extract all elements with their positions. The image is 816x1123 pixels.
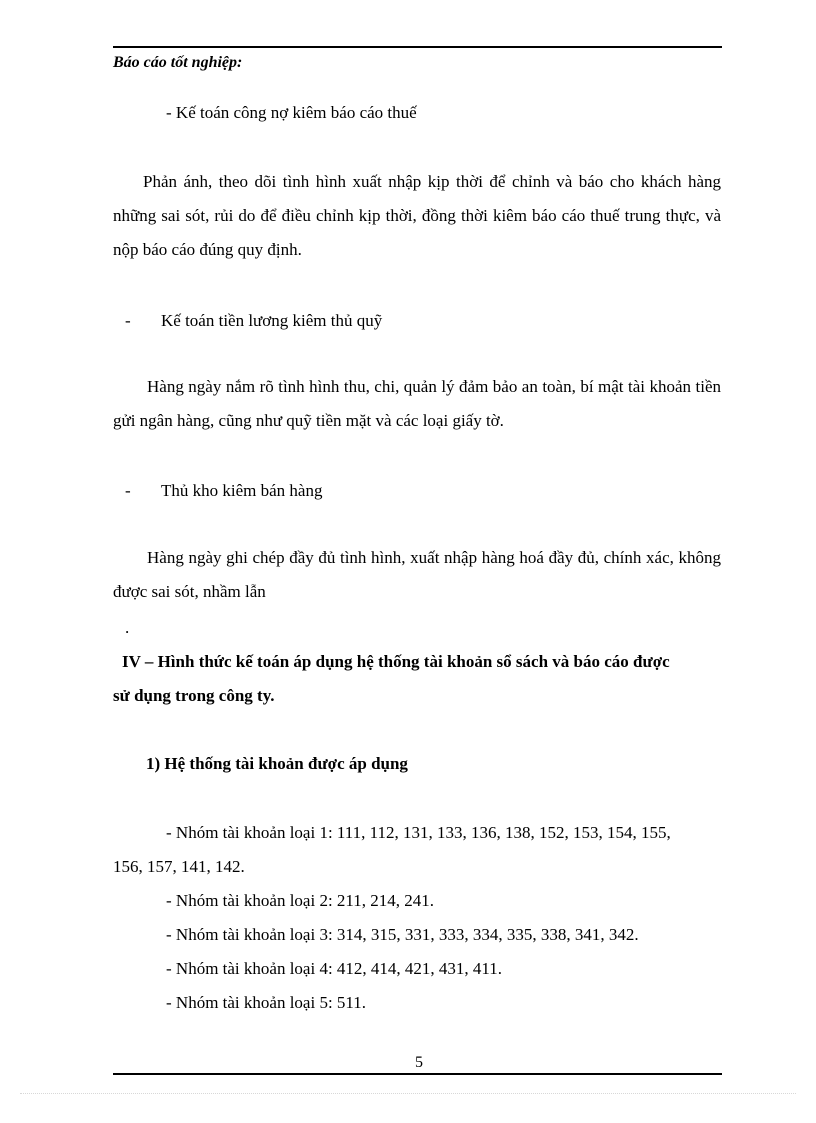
item-3-dash: - — [125, 481, 131, 500]
page-edge-divider — [20, 1093, 796, 1094]
account-group-3: - Nhóm tài khoản loại 3: 314, 315, 331, 333, 334, 335, 338, 341, 342. — [166, 925, 639, 944]
item-1-paragraph: Phản ánh, theo dõi tình hình xuất nhập kịp thời để chỉnh và báo cho khách hàng những sai sót, rủi do để điều chỉnh kịp thời, đồng thời kiêm báo cáo thuế trung thực, và nộp báo cáo đúng quy định. — [113, 172, 721, 259]
account-group-1: - Nhóm tài khoản loại 1: 111, 112, 131, 133, 136, 138, 152, 153, 154, 155, 156, 157, 141, 142. — [113, 823, 671, 876]
section-heading: IV – Hình thức kế toán áp dụng hệ thống tài khoản sổ sách và báo cáo được sử dụng trong công ty. — [113, 652, 670, 705]
item-2-dash: - — [125, 311, 131, 330]
account-group-2: - Nhóm tài khoản loại 2: 211, 214, 241. — [166, 891, 435, 910]
item-1-title: - Kế toán công nợ kiêm báo cáo thuế — [166, 103, 417, 122]
item-2-title: Kế toán tiền lương kiêm thủ quỹ — [161, 311, 383, 330]
footer-rule — [113, 1073, 722, 1075]
item-2-paragraph: Hàng ngày nắm rõ tình hình thu, chi, quản lý đảm bảo an toàn, bí mật tài khoản tiền gửi ngân hàng, cũng như quỹ tiền mặt và các loại giấy tờ. — [113, 377, 721, 430]
page-number: 5 — [415, 1054, 423, 1071]
subsection-heading: 1) Hệ thống tài khoản được áp dụng — [146, 754, 408, 773]
account-group-4: - Nhóm tài khoản loại 4: 412, 414, 421, 431, 411. — [166, 959, 503, 978]
item-3-title: Thủ kho kiêm bán hàng — [161, 481, 323, 500]
stray-dot: . — [125, 618, 130, 637]
header-rule — [113, 46, 722, 48]
item-3-paragraph: Hàng ngày ghi chép đầy đủ tình hình, xuất nhập hàng hoá đầy đủ, chính xác, không được sai sót, nhầm lẫn — [113, 548, 721, 601]
account-group-5: - Nhóm tài khoản loại 5: 511. — [166, 993, 367, 1012]
page-header-title: Báo cáo tốt nghiệp: — [113, 54, 243, 71]
